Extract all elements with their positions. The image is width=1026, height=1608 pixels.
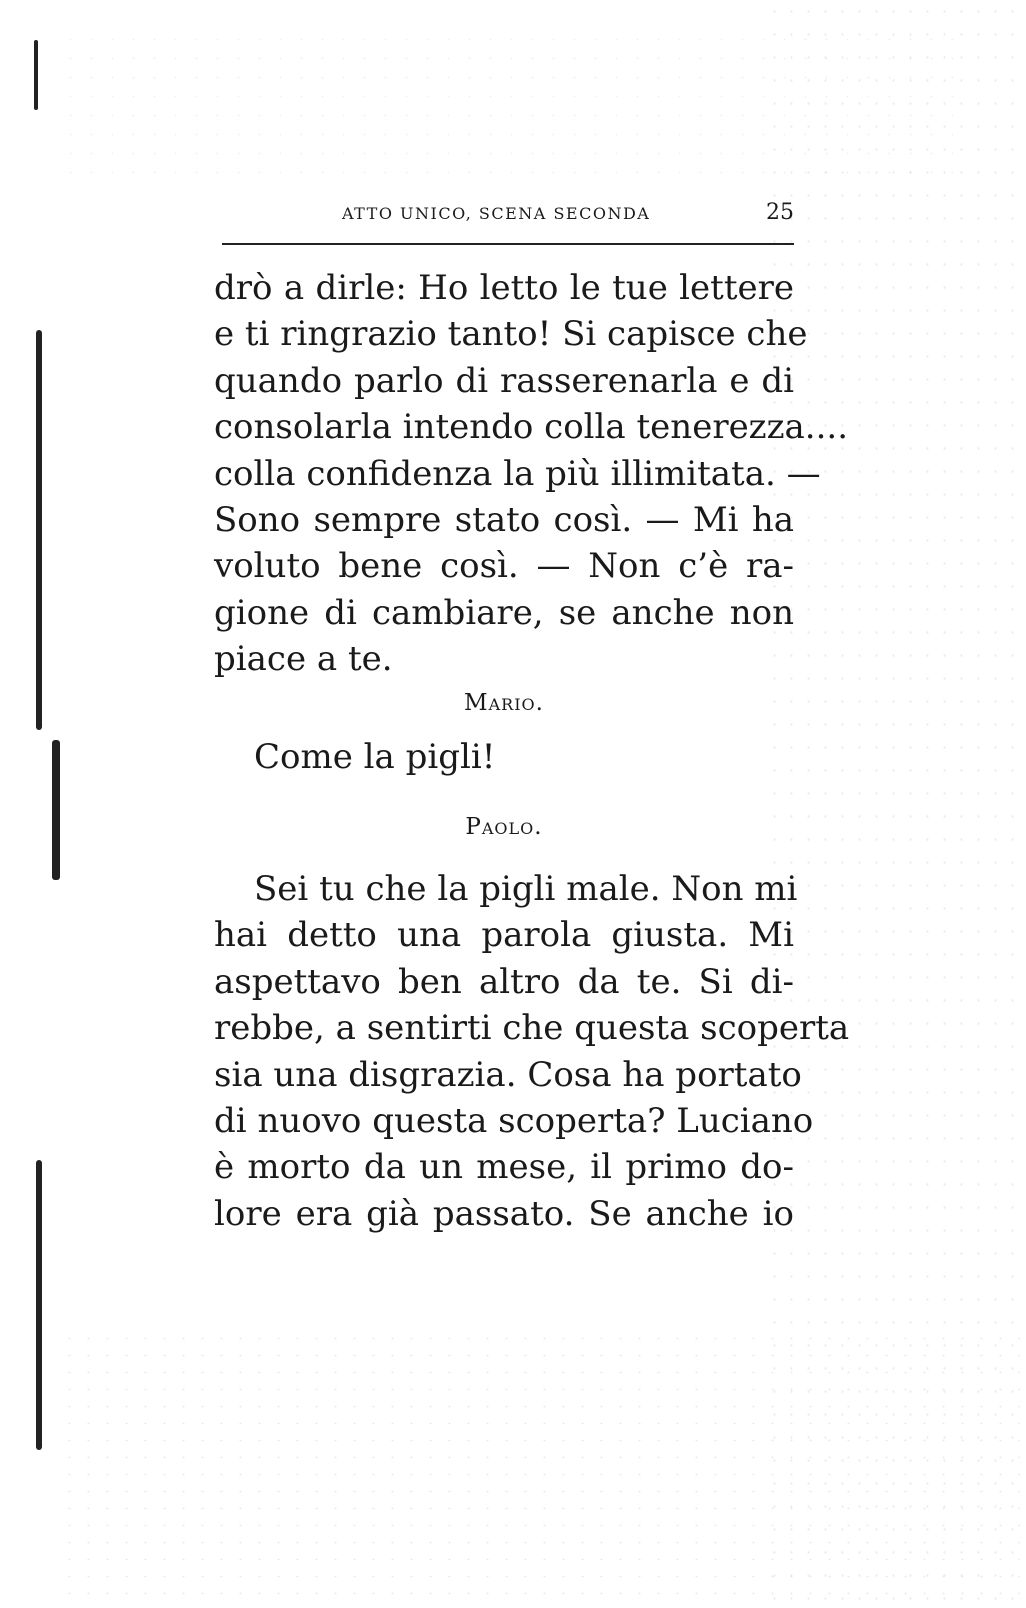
header-rule — [222, 243, 794, 245]
text-line: lore era già passato. Se anche io — [214, 1193, 794, 1234]
text-line: di nuovo questa scoperta? Luciano — [214, 1100, 814, 1141]
binding-mark — [36, 330, 42, 730]
paragraph-1 — [214, 265, 849, 683]
page-number: 25 — [766, 200, 794, 225]
text-line: voluto bene così. — Non c’è ra- — [214, 546, 794, 587]
mario-line — [214, 734, 794, 780]
text-line: quando parlo di rasserenarla e di — [214, 360, 794, 401]
text-line: è morto da un mese, il primo do- — [214, 1147, 794, 1188]
text-line: sia una disgrazia. Cosa ha portato — [214, 1054, 802, 1095]
text-line: aspettavo ben altro da te. Si di- — [214, 961, 794, 1002]
text-line: Sei tu che la pigli male. Non mi — [254, 869, 798, 909]
paper-speckle-top — [60, 30, 960, 190]
speaker-name-mario: Mario. — [464, 690, 544, 716]
binding-mark — [34, 40, 38, 110]
text-line: Come la pigli! — [254, 737, 496, 777]
text-line: drò a dirle: Ho letto le tue lettere — [214, 268, 794, 308]
running-head: ATTO UNICO, SCENA SECONDA — [342, 204, 651, 223]
text-line: gione di cambiare, se anche non — [214, 592, 794, 633]
paragraph-2 — [214, 866, 850, 1237]
text-line: rebbe, a sentirti che questa scoperta — [214, 1008, 850, 1049]
binding-mark — [36, 1160, 42, 1450]
paper-speckle-bottom — [60, 1330, 1020, 1600]
speaker-name-paolo: Paolo. — [465, 814, 543, 840]
text-line: hai detto una parola giusta. Mi — [214, 915, 794, 956]
page-header — [222, 200, 794, 230]
text-line: colla confidenza la più illimitata. — — [214, 453, 821, 494]
text-line: e ti ringrazio tanto! Si capisce che — [214, 314, 808, 355]
text-line: Sono sempre stato così. — Mi ha — [214, 499, 794, 540]
binding-mark — [52, 740, 60, 880]
text-line: piace a te. — [214, 639, 393, 680]
text-line: consolarla intendo colla tenerezza.... — [214, 407, 849, 448]
